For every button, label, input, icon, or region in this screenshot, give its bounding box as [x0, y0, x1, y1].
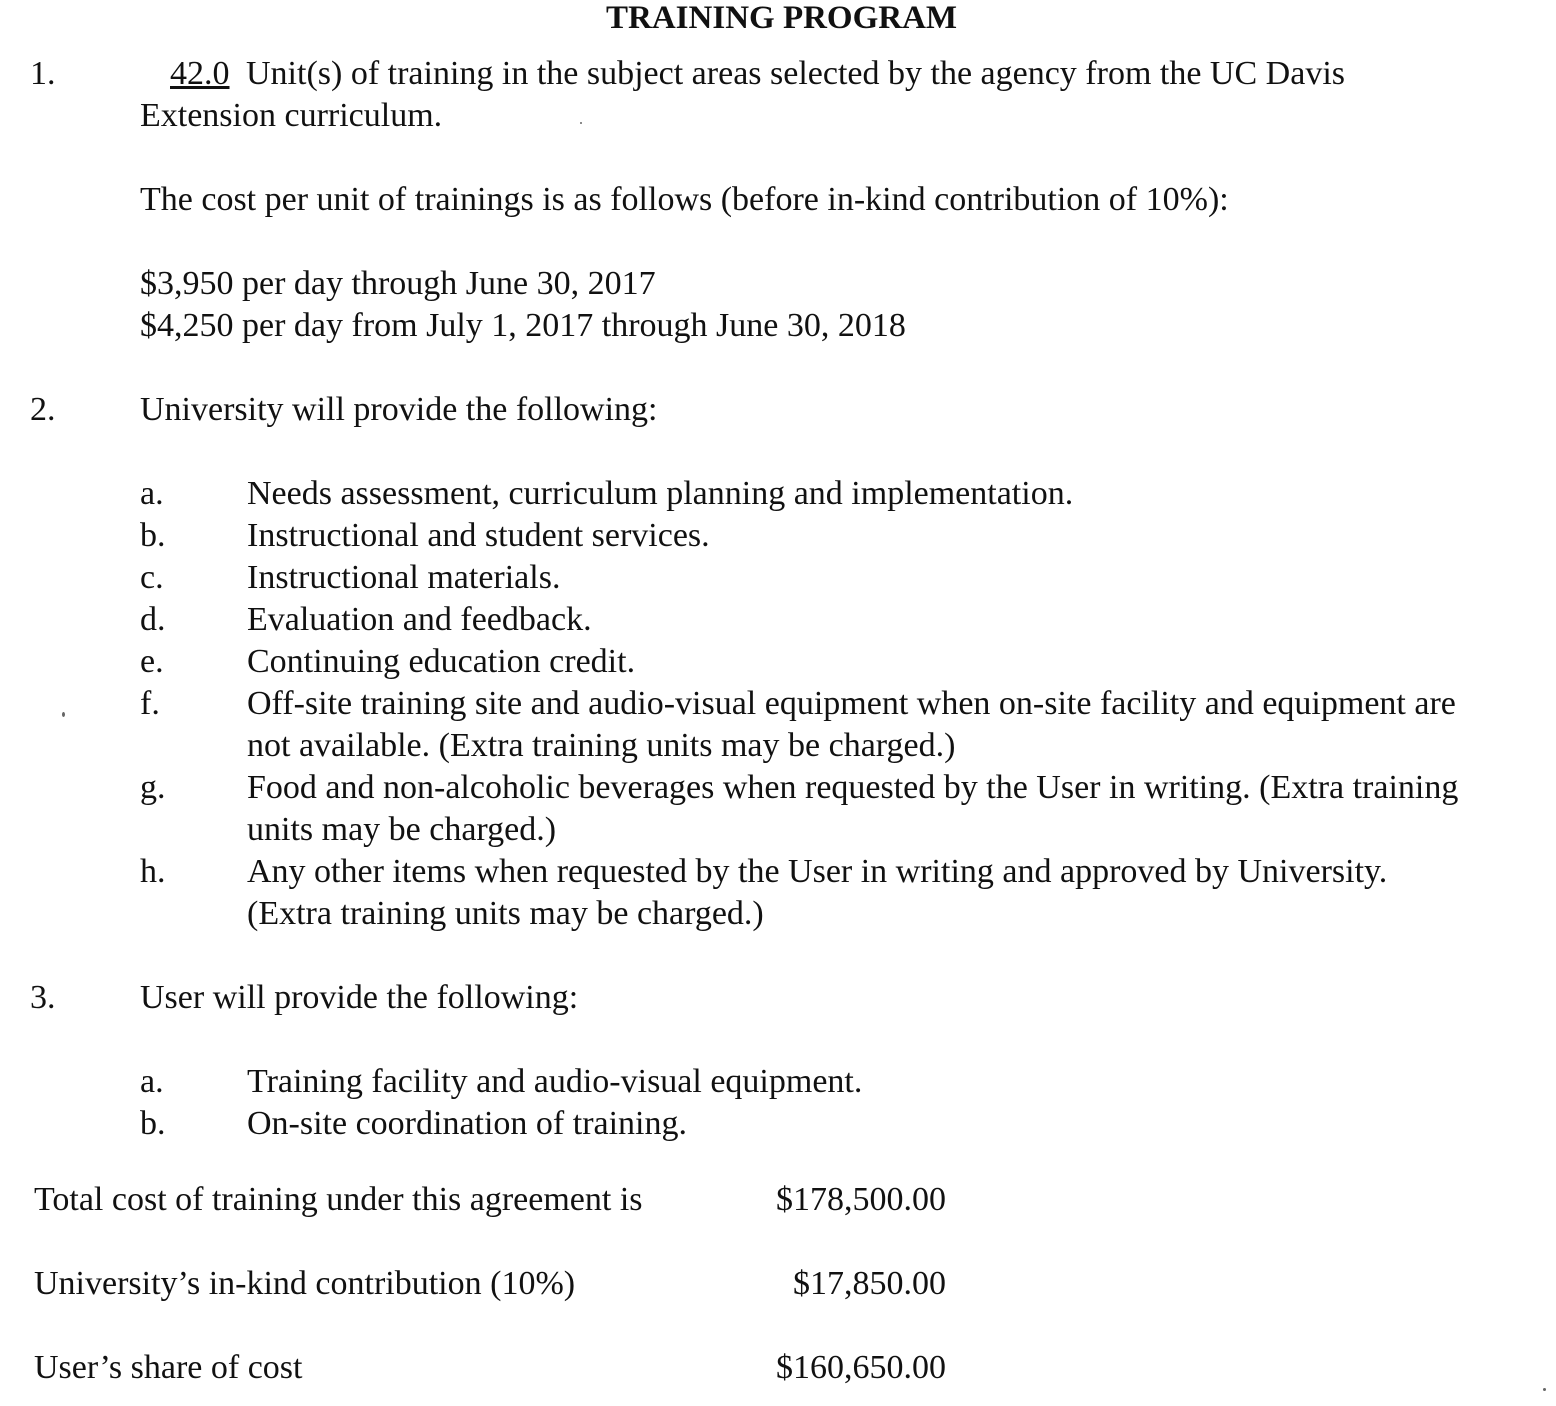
list-item-text: Any other items when requested by the User in writing and approved by University. [247, 853, 1388, 890]
in-kind-label: University’s in-kind contribution (10%) [34, 1265, 576, 1302]
item-1-line-2: Extension curriculum. [140, 97, 443, 134]
list-item-letter: c. [140, 559, 164, 596]
list-item-letter: e. [140, 643, 164, 680]
item-2-number: 2. [30, 391, 56, 428]
item-2-heading: University will provide the following: [140, 391, 658, 428]
list-item-letter: b. [140, 1105, 166, 1142]
list-item-letter: f. [140, 685, 160, 722]
list-item-letter: b. [140, 517, 166, 554]
list-item-text: Instructional and student services. [247, 517, 710, 554]
list-item-letter: d. [140, 601, 166, 638]
user-share-label: User’s share of cost [34, 1349, 303, 1386]
rate-1: $3,950 per day through June 30, 2017 [140, 265, 656, 302]
rate-2: $4,250 per day from July 1, 2017 through June 30, 2018 [140, 307, 906, 344]
item-1-text: Unit(s) of training in the subject areas selected by the agency from the UC Davis [246, 55, 1345, 92]
list-item-text: On-site coordination of training. [247, 1105, 688, 1142]
list-item-text: Training facility and audio-visual equipment. [247, 1063, 863, 1100]
user-share-amount: $160,650.00 [776, 1349, 946, 1386]
item-3-number: 3. [30, 979, 56, 1016]
list-item-text-cont: units may be charged.) [247, 811, 557, 848]
list-item-text: Off-site training site and audio-visual equipment when on-site facility and equipment are [247, 685, 1456, 722]
scan-speck [1543, 1388, 1546, 1391]
total-cost-amount: $178,500.00 [776, 1181, 946, 1218]
item-1-line-1 [140, 53, 1345, 95]
total-cost-label: Total cost of training under this agreement is [34, 1181, 643, 1218]
item-3-heading: User will provide the following: [140, 979, 579, 1016]
scan-speck [62, 712, 65, 717]
list-item-text-cont: not available. (Extra training units may be charged.) [247, 727, 956, 764]
list-item-text: Instructional materials. [247, 559, 561, 596]
list-item-letter: g. [140, 769, 166, 806]
cost-intro: The cost per unit of trainings is as follows (before in-kind contribution of 10%): [140, 181, 1229, 218]
in-kind-amount: $17,850.00 [793, 1265, 946, 1302]
item-1-number: 1. [30, 55, 56, 92]
page-title: TRAINING PROGRAM [606, 0, 958, 36]
list-item-letter: a. [140, 1063, 164, 1100]
list-item-text: Evaluation and feedback. [247, 601, 592, 638]
list-item-letter: h. [140, 853, 166, 890]
list-item-text-cont: (Extra training units may be charged.) [247, 895, 764, 932]
list-item-text: Needs assessment, curriculum planning and implementation. [247, 475, 1074, 512]
scan-speck [580, 122, 582, 124]
list-item-text: Continuing education credit. [247, 643, 636, 680]
list-item-letter: a. [140, 475, 164, 512]
units-value: 42.0 [170, 55, 230, 92]
list-item-text: Food and non-alcoholic beverages when requested by the User in writing. (Extra training [247, 769, 1459, 806]
